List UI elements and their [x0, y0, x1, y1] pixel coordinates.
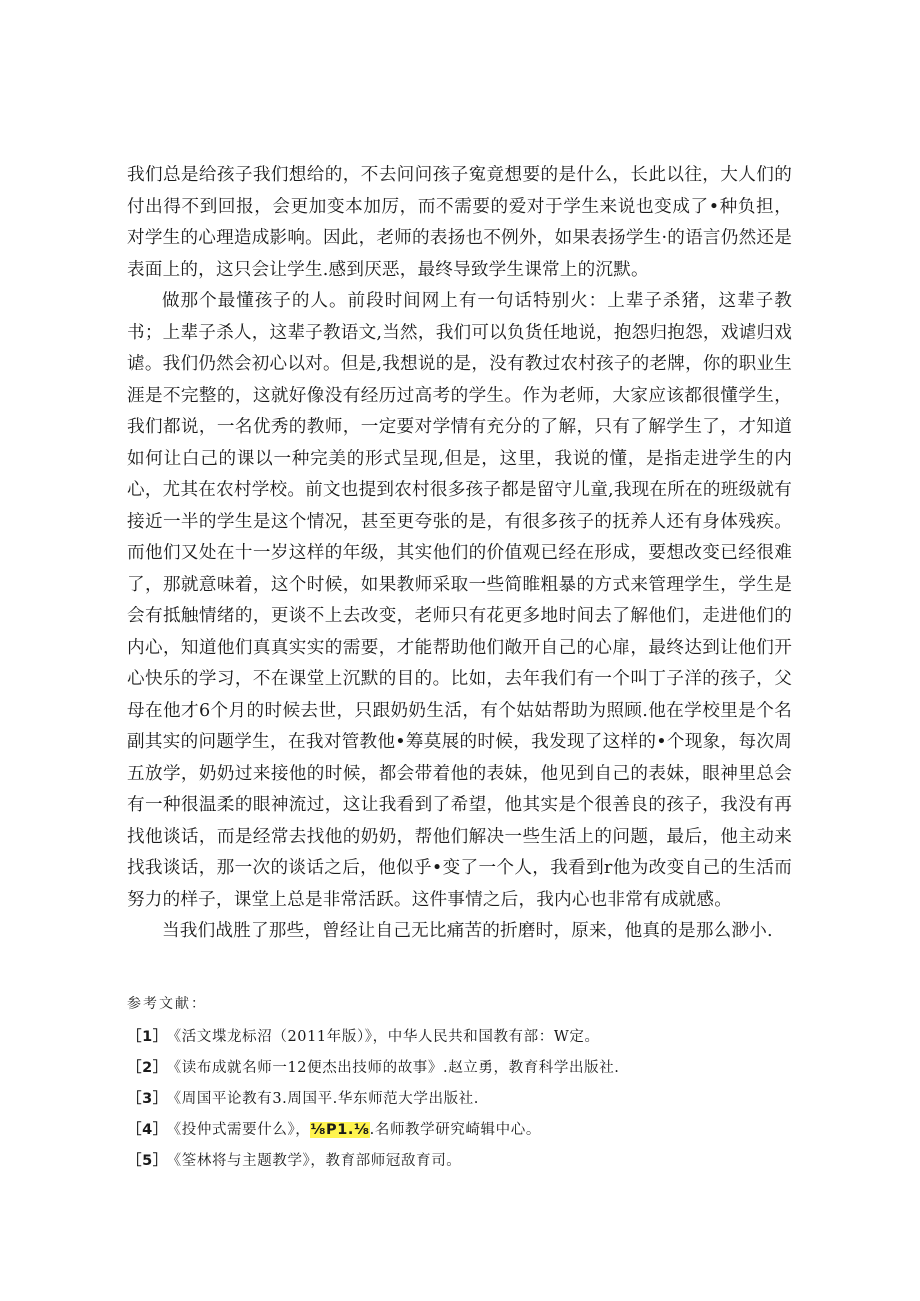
reference-text-before: 《投仲式需要什么》， [173, 1121, 311, 1138]
reference-number: ［1］ [127, 1028, 168, 1045]
highlighted-text: ⅛P1.⅛ [310, 1121, 370, 1138]
reference-item-3 [127, 1089, 792, 1109]
references-title: 参考文献： [127, 995, 207, 1012]
reference-text: 《筌林将与主题教学》，教育部师冠敌育司。 [173, 1152, 462, 1169]
body-paragraph-3: 当我们战胜了那些，曾经让自己无比痛苦的折磨时，原来，他真的是那么渺小. [162, 921, 773, 941]
reference-item-5 [127, 1151, 792, 1171]
reference-text-after: .名师教学研究崎辑中心。 [369, 1121, 541, 1138]
reference-number: ［5］ [127, 1152, 168, 1169]
document-page [127, 160, 792, 1182]
body-paragraph-2: 做那个最懂孩子的人。前段时间网上有一句话特别火：上辈子杀猪，这辈子教书；上辈子杀人，这辈子教语文,当然，我们可以负货任地说，抱怨归抱怨，戏谑归戏谑。我们仍然会初心以对。但是,我想说的是，没有教过农村孩子的老牌，你的职业生涯是不完整的，这就好像没有经历过高考的学生。作为老师，大家应该都很懂学生，我们都说，一名优秀的教师，一定要对学情有充分的了解，只有了解学生了，才知道如何让白己的课以一种完美的形式呈现,但是，这里，我说的懂，是指走进学生的内心，尤其在农村学校。前文也提到农村很多孩子都是留守儿童,我现在所在的班级就有接近一半的学生是这个情况，甚至更夸张的是，有很多孩子的抚养人还有身体残疾。而他们又处在十一岁这样的年级，其实他们的价值观已经在形成，要想改变已经很难了，那就意味着，这个时候，如果教师采取一些简睢粗暴的方式来管理学生，学生是会有抵触情绪的，更谈不上去改变，老师只有花更多地时间去了解他们，走进他们的内心，知道他们真真实实的需要，才能帮助他们敞开自己的心扉，最终达到让他们开心快乐的学习，不在课堂上沉默的目的。比如，去年我们有一个叫丁子洋的孩子，父母在他才6个月的时候去世，只跟奶奶生活，有个姑姑帮助为照顾.他在学校里是个名副其实的问题学生，在我对管教他•筹莫展的时候，我发现了这样的•个现象，每次周五放学，奶奶过来接他的时候，都会带着他的表妹，他见到自己的表妹，眼神里总会有一种很温柔的眼神流过，这让我看到了希望，他其实是个很善良的孩子，我没有再找他谈话，而是经常去找他的奶奶，帮他们解决一些生活上的问题，最后，他主动来找我谈话，那一次的谈话之后，他似乎•变了一个人，我看到r他为改变自己的生活而努力的样子，课堂上总是非常活跃。这件事情之后，我内心也非常有成就感。 [127, 291, 792, 910]
reference-text: 《周国平论教有3.周国平.华东师范大学出版社. [173, 1090, 479, 1107]
body-paragraph-1: 我们总是给孩子我们想给的，不去问问孩子寃竟想要的是什么，长此以往，大人们的付出得不到回报，会更加变本加厉，而不需要的爱对于学生来说也变成了•种负担，对学生的心理造成影响。因此，老师的表扬也不例外，如果表扬学生·的语言仍然还是表面上的，这只会让学生.感到厌恶，最终导致学生课常上的沉默。 [127, 165, 792, 280]
references-section [127, 993, 792, 1171]
reference-item-4 [127, 1120, 792, 1140]
reference-number: ［4］ [127, 1121, 168, 1138]
reference-number: ［3］ [127, 1090, 168, 1107]
reference-item-1 [127, 1027, 792, 1047]
reference-number: ［2］ [127, 1059, 168, 1076]
reference-text: 《读布成就名师一12便杰出技师的故事》.赵立勇，教育科学出版社. [173, 1059, 620, 1076]
reference-text: 《活文堞龙标沼（2011年版）》，中华人民共和国教有部：W定。 [173, 1028, 600, 1045]
reference-item-2 [127, 1058, 792, 1078]
